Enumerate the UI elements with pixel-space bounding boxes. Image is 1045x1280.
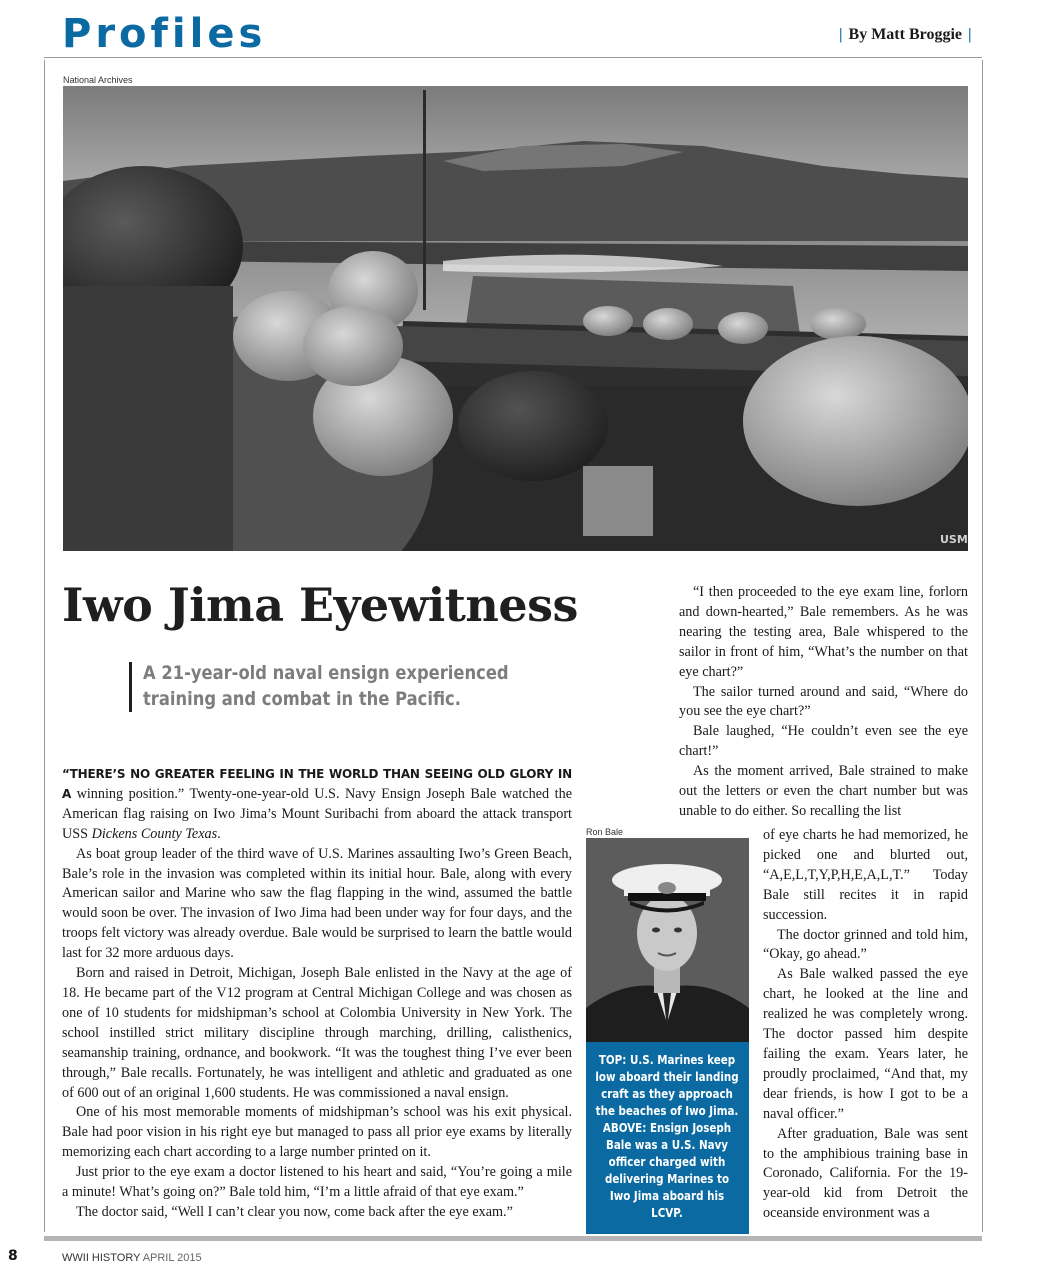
hero-photo-credit: National Archives bbox=[63, 75, 133, 85]
lede-paragraph bbox=[62, 765, 572, 845]
publication-name: WWII HISTORY bbox=[62, 1252, 141, 1264]
body-paragraph: After graduation, Bale was sent to the amphibious training base in Coronado, California. For the 19-year-old kid from Detroit the oceanside environment was a bbox=[763, 1125, 968, 1222]
article-headline: Iwo Jima Eyewitness bbox=[62, 578, 578, 632]
lede-ship-name: Dickens County Texas bbox=[91, 825, 218, 842]
byline-bar-right: | bbox=[968, 26, 972, 43]
body-paragraph: As boat group leader of the third wave of U.S. Marines assaulting Iwo’s Green Beach, Bale’s role in the invasion was completed within its initial hour. Bale, along with every American sailor and Marine who saw the flag flapping in the wind, assumed the battle would soon be over. The invasion of Iwo Jima had been under way for four days, and the troops felt victory was already overdue. Bale would be surprised to learn the battle would last for 32 more arduous days. bbox=[62, 845, 572, 962]
photo-caption-text: TOP: U.S. Marines keep low aboard their landing craft as they approach the beaches of Iwo Jima. ABOVE: Ensign Joseph Bale was a U.S. Navy officer charged with delivering Marines to Iwo Jima aboard his LCVP. bbox=[595, 1053, 739, 1220]
body-paragraph: of eye charts he had memorized, he picked one and blurted out, “A,E,L,T,Y,P,H,E,A,L,T.” Today Bale still recites it in rapid succession. bbox=[763, 827, 968, 923]
photo-caption bbox=[586, 1042, 749, 1234]
body-paragraph: “I then proceeded to the eye exam line, forlorn and down-hearted,” Bale remembers. As he was nearing the testing area, Bale whispered to the sailor in front of him, “What’s the number on that eye chart?” bbox=[679, 584, 968, 680]
page-number: 8 bbox=[8, 1248, 18, 1264]
header-rule bbox=[44, 57, 982, 58]
lede-end: . bbox=[217, 825, 221, 842]
body-paragraph: One of his most memorable moments of midshipman’s school was his exit physical. Bale had poor vision in his right eye but managed to pass all prior eye exams by literally memorizing each chart according to a large number printed on it. bbox=[62, 1104, 572, 1161]
footer-rule bbox=[44, 1236, 982, 1241]
page-frame-left bbox=[44, 60, 45, 1232]
deck-bar bbox=[129, 662, 132, 712]
article-deck: A 21-year-old naval ensign experienced training and combat in the Pacific. bbox=[143, 662, 509, 710]
section-title: Profiles bbox=[62, 11, 267, 57]
hero-watermark: USM bbox=[940, 533, 968, 546]
portrait-photo-credit: Ron Bale bbox=[586, 827, 624, 837]
body-paragraph: As the moment arrived, Bale strained to make out the letters or even the chart number but was unable to do either. So recalling the list bbox=[679, 763, 968, 819]
hero-photo-illustration bbox=[63, 86, 968, 551]
lede-rest: winning position.” Twenty-one-year-old U.S. Navy Ensign Joseph Bale watched the American flag raising on Iwo Jima’s Mount Suribachi from aboard the attack transport USS bbox=[62, 785, 572, 842]
body-paragraph: The doctor said, “Well I can’t clear you now, come back after the eye exam.” bbox=[76, 1203, 513, 1220]
article-column-right-bottom bbox=[763, 826, 968, 1224]
body-paragraph: The sailor turned around and said, “Where do you see the eye chart?” bbox=[679, 683, 968, 720]
byline-bar-left: | bbox=[839, 26, 843, 43]
portrait-photo bbox=[586, 838, 749, 1042]
byline-text: By Matt Broggie bbox=[848, 26, 962, 43]
body-paragraph: The doctor grinned and told him, “Okay, go ahead.” bbox=[763, 926, 968, 963]
article-column-right-top bbox=[679, 583, 968, 822]
hero-photo bbox=[63, 86, 968, 551]
footer-publication bbox=[62, 1252, 202, 1264]
byline bbox=[833, 26, 978, 44]
lede-caps: “THERE’S NO GREATER FEELING IN THE WORLD THAN SEEING OLD GLORY IN A bbox=[62, 767, 572, 801]
portrait-illustration bbox=[586, 838, 749, 1042]
issue-date: APRIL 2015 bbox=[142, 1252, 202, 1264]
article-column-left bbox=[62, 765, 572, 1223]
body-paragraph: As Bale walked passed the eye chart, he looked at the line and realized he was completely wrong. The doctor passed him despite failing the exam. Years later, he proudly proclaimed, “And that, my dear friends, is how I got to be a naval officer.” bbox=[763, 966, 968, 1122]
body-paragraph: Born and raised in Detroit, Michigan, Joseph Bale enlisted in the Navy at the age of 18. He became part of the V12 program at Central Michigan College and was chosen as one of 10 students for midshipman’s school at Colombia University in New York. The school instilled strict military discipline through marching, drilling, calisthenics, seamanship training, ordnance, and bookwork. “It was the toughest thing I’ve ever been through,” Bale recalls. Fortunately, he was intelligent and athletic and graduated as one of 600 out of an original 1,600 students. He was commissioned a naval ensign. bbox=[62, 965, 572, 1101]
body-paragraph: Just prior to the eye exam a doctor listened to his heart and said, “You’re going a mile a minute! What’s going on?” Bale told him, “I’m a little afraid of that eye exam.” bbox=[62, 1164, 572, 1201]
page-frame-right bbox=[982, 60, 983, 1232]
body-paragraph: Bale laughed, “He couldn’t even see the eye chart!” bbox=[679, 723, 968, 760]
